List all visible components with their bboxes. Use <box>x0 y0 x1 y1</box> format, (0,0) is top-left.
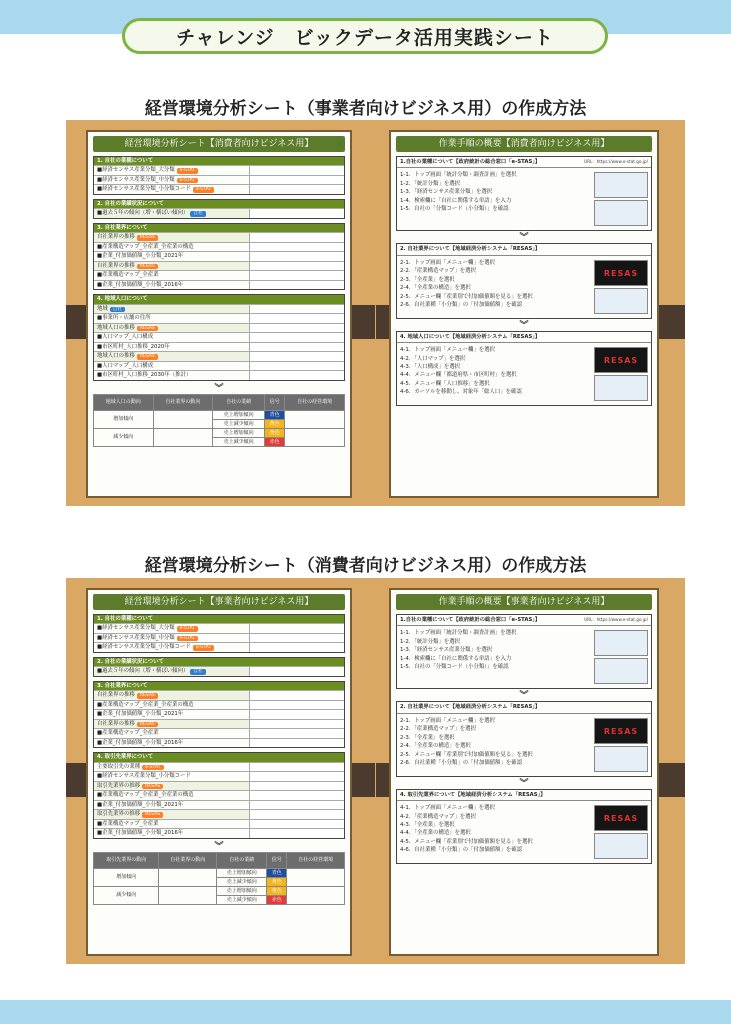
sheet-box <box>93 681 345 748</box>
step-item: 1-1．トップ画面「統計分類・調査計画」を選択 <box>400 172 517 179</box>
matrix-header: 自社業界の動向 <box>159 852 217 868</box>
sheet-row <box>94 800 344 809</box>
matrix-header: 信号 <box>267 852 287 868</box>
source-tag: RESAS <box>137 354 158 360</box>
step-title: 4. 地域人口について【地域経済分析システム「RESAS」】 <box>397 332 651 343</box>
row-label: ■企業_付加価値額_小分類_2021年 <box>97 801 184 808</box>
matrix-sub: 売上増加傾向 <box>213 428 265 437</box>
sheet-row <box>94 280 344 289</box>
sheet-row <box>94 370 344 379</box>
sheet-row <box>94 242 344 251</box>
sheet-row <box>94 304 344 314</box>
row-label: ■産業構造マップ_全産業 <box>97 820 159 827</box>
step-item: 1-2．「統計分類」を選択 <box>400 638 461 645</box>
entry-cell <box>250 362 344 370</box>
sheet-box <box>93 156 345 195</box>
row-label: ■経済センサス産業分類_中分類 <box>97 176 175 183</box>
step-item: 4-3．「全産業」を選択 <box>400 822 455 828</box>
source-tag: RESAS <box>137 235 158 241</box>
row-label: ■企業_付加価値額_小分類_2021年 <box>97 253 184 260</box>
entry-cell <box>250 782 344 791</box>
url-note: URL：https://www.e-stat.go.jp/ <box>584 617 648 622</box>
row-label: ■経済センサス産業分類_中分類 <box>97 634 175 641</box>
sheet-row <box>94 771 344 780</box>
row-label: 地域人口の推移 <box>97 353 135 360</box>
entry-cell <box>250 624 344 633</box>
sheet-header: 作業手順の概要【事業者向けビジネス用】 <box>396 594 652 610</box>
step-title: 4. 取引先業界について【地域経済分析システム「RESAS」】 <box>397 790 651 801</box>
entry-cell <box>250 701 344 709</box>
entry-cell <box>250 185 344 194</box>
row-label: ■過去５年の傾向（増・横ばい傾向） <box>97 668 189 675</box>
entry-cell <box>250 739 344 747</box>
step-title: 1.自社の業種について【政府統計の総合窓口「e-STAS」】 <box>397 615 651 626</box>
sheet-row <box>94 666 344 676</box>
step-box <box>396 701 652 776</box>
step-item: 2-3．「全産業」を選択 <box>400 734 455 741</box>
sheet-row <box>94 261 344 271</box>
matrix-sub: 売上減少傾向 <box>213 437 265 446</box>
analysis-sheet <box>86 588 352 956</box>
bottom-band <box>0 1000 731 1024</box>
sheet-row <box>94 251 344 260</box>
source-tag: e-STAT <box>193 187 214 193</box>
row-label: 主要取引先の業種 <box>97 763 141 770</box>
chevron-down-icon: ︾ <box>214 383 224 394</box>
sheet-row <box>94 332 344 341</box>
entry-cell <box>250 772 344 780</box>
row-label: ■経済センサス産業分類_大分類 <box>97 167 175 174</box>
screenshot-thumbnail <box>594 746 648 772</box>
signal-matrix <box>93 394 345 447</box>
step-item: 1-4．検索欄に「自社に関係する単語」を入力 <box>400 197 512 204</box>
entry-cell <box>250 763 344 772</box>
matrix-trend: 減少傾向 <box>94 428 154 446</box>
source-tag: RESAS <box>137 693 158 699</box>
sheet-row <box>94 809 344 819</box>
sheet-row <box>94 728 344 737</box>
resas-screenshot: RESAS <box>594 805 648 831</box>
step-item: 2-4．「全産業の構造」を選択 <box>400 743 471 750</box>
sheet-row <box>94 642 344 652</box>
row-label: ■事業所・店舗の住所 <box>97 315 151 322</box>
signal-cell: 黄色 <box>267 886 287 895</box>
source-tag: RESAS <box>137 722 158 728</box>
matrix-sub: 売上減少傾向 <box>217 895 267 904</box>
chevron-down-icon: ︾ <box>519 691 529 702</box>
sheet-row <box>94 165 344 175</box>
step-item: 2-4．「全産業の構造」を選択 <box>400 285 471 292</box>
entry-cell <box>250 333 344 341</box>
entry-cell <box>250 281 344 289</box>
step-item: 2-6．自社業種「小分類」の「付加価値額」を確認 <box>400 760 523 767</box>
source-tag: e-STAT <box>177 168 198 174</box>
entry-cell <box>250 252 344 260</box>
step-item: 2-5．メニュー欄「産業別で付加価値額を見る」を選択 <box>400 293 533 300</box>
entry-cell <box>250 829 344 837</box>
entry-cell <box>250 209 344 218</box>
page-title: チャレンジ ビックデータ活用実践シート <box>122 18 608 54</box>
step-title: 2. 自社業界について【地域経済分析システム「RESAS」】 <box>397 244 651 255</box>
sheet-row <box>94 828 344 837</box>
sheet-row <box>94 738 344 747</box>
step-box <box>396 331 652 406</box>
sheet-row <box>94 342 344 351</box>
row-label: 自社業界の推移 <box>97 692 135 699</box>
source-tag: RESAS <box>142 784 163 790</box>
section-title: 経営環境分析シート（消費者向けビジネス用）の作成方法 <box>144 556 587 576</box>
step-item: 4-6．カーソルを移動し、対象年「総人口」を確認 <box>400 389 522 396</box>
entry-cell <box>250 634 344 643</box>
step-item: 4-2．「人口マップ」を選択 <box>400 355 466 362</box>
step-item: 1-1．トップ画面「統計分類・調査計画」を選択 <box>400 630 517 637</box>
step-item: 2-5．メニュー欄「産業別で付加価値額を見る」を選択 <box>400 751 533 758</box>
entry-cell <box>250 820 344 828</box>
screenshot-thumbnail <box>594 172 648 198</box>
source-tag: e-STAT <box>193 645 214 651</box>
entry-cell <box>250 667 344 676</box>
entry-cell <box>250 720 344 729</box>
row-label: 地域人口の推移 <box>97 324 135 331</box>
sheet-row <box>94 313 344 322</box>
row-label: ■人口マップ_人口構成 <box>97 362 154 369</box>
step-item: 1-4．検索欄に「自社に関係する単語」を入力 <box>400 655 512 662</box>
entry-cell <box>250 710 344 718</box>
source-tag: e-STAT <box>177 636 198 642</box>
entry-cell <box>250 324 344 333</box>
chevron-down-icon: ︾ <box>519 233 529 244</box>
box-title: 3. 自社業界について <box>94 682 344 690</box>
step-item: 1-3．「経済センサス産業分類」を選択 <box>400 189 493 196</box>
procedure-sheet <box>389 130 659 498</box>
entry-cell <box>250 314 344 322</box>
screenshot-thumbnail <box>594 833 648 859</box>
sheet-row <box>94 633 344 643</box>
sheet-row <box>94 623 344 633</box>
entry-cell <box>250 791 344 799</box>
step-item: 1-5．自社の「分類コード（小分類）」を確認 <box>400 206 509 213</box>
screenshot-thumbnail <box>594 200 648 226</box>
row-label: ■経済センサス産業分類_小分類コード <box>97 773 191 780</box>
box-title: 2. 自社の業績状況について <box>94 658 344 666</box>
source-tag: RESAS <box>137 264 158 270</box>
step-item: 4-4．「全産業の構造」を選択 <box>400 830 471 837</box>
step-item: 1-3．「経済センサス産業分類」を選択 <box>400 647 493 654</box>
sheet-row <box>94 790 344 799</box>
resas-screenshot: RESAS <box>594 347 648 373</box>
section-board <box>66 120 685 506</box>
sheet-row <box>94 270 344 279</box>
signal-cell: 赤色 <box>267 895 287 904</box>
row-label: ■企業_付加価値額_小分類_2021年 <box>97 711 184 718</box>
resas-screenshot: RESAS <box>594 718 648 744</box>
matrix-header: 自社の経営環境 <box>287 852 345 868</box>
binder-clip <box>659 763 685 797</box>
entry-cell <box>250 810 344 819</box>
step-item: 2-1．トップ画面「メニュー欄」を選択 <box>400 717 495 724</box>
source-tag: RESAS <box>137 326 158 332</box>
binder-clip <box>349 305 375 339</box>
sheet-box <box>93 752 345 838</box>
step-item: 2-2．「産業構造マップ」を選択 <box>400 268 476 275</box>
row-label: 取引先業界の推移 <box>97 782 141 789</box>
entry-cell <box>250 166 344 175</box>
resas-screenshot: RESAS <box>594 260 648 286</box>
row-label: ■経済センサス産業分類_小分類コード <box>97 644 191 651</box>
row-label: ■経済センサス産業分類_小分類コード <box>97 186 191 193</box>
row-label: ■企業_付加価値額_小分類_2016年 <box>97 739 184 746</box>
matrix-trend: 増加傾向 <box>94 410 154 428</box>
sheet-row <box>94 184 344 194</box>
step-title: 2. 自社業界について【地域経済分析システム「RESAS」】 <box>397 702 651 713</box>
binder-clip <box>659 305 685 339</box>
source-tag: 自社 <box>190 211 205 217</box>
step-item: 4-1．トップ画面「メニュー欄」を選択 <box>400 347 495 354</box>
step-item: 2-6．自社業種「小分類」の「付加価値額」を確認 <box>400 302 523 309</box>
sheet-row <box>94 351 344 361</box>
row-label: ■産業構造マップ_全産業_全産業の構造 <box>97 792 194 799</box>
step-box <box>396 614 652 689</box>
matrix-header: 信号 <box>264 394 284 410</box>
matrix-sub: 売上減少傾向 <box>213 419 265 428</box>
section-board <box>66 578 685 964</box>
matrix-trend: 増加傾向 <box>94 868 159 886</box>
signal-cell: 青色 <box>267 868 287 877</box>
step-item: 1-2．「統計分類」を選択 <box>400 180 461 187</box>
box-title: 1. 自社の業種について <box>94 157 344 165</box>
sheet-box <box>93 614 345 653</box>
sheet-header: 経営環境分析シート【事業者向けビジネス用】 <box>93 594 345 610</box>
sheet-box <box>93 199 345 219</box>
step-item: 2-1．トップ画面「メニュー欄」を選択 <box>400 259 495 266</box>
sheet-row <box>94 175 344 185</box>
source-tag: e-STAT <box>177 626 198 632</box>
signal-cell: 黄色 <box>264 428 284 437</box>
screenshot-thumbnail <box>594 375 648 401</box>
screenshot-thumbnail <box>594 658 648 684</box>
row-label: 地域 <box>97 305 108 312</box>
matrix-sub: 売上増加傾向 <box>217 886 267 895</box>
entry-cell <box>250 271 344 279</box>
step-item: 4-3．「人口構成」を選択 <box>400 364 461 370</box>
sheet-row <box>94 762 344 772</box>
signal-cell: 赤色 <box>264 437 284 446</box>
row-label: ■市区町村_人口推移_2030年（推計） <box>97 372 192 379</box>
source-tag: 自社 <box>190 669 205 675</box>
box-title: 2. 自社の業績状況について <box>94 200 344 208</box>
step-item: 1-5．自社の「分類コード（小分類）」を確認 <box>400 664 509 671</box>
screenshot-thumbnail <box>594 288 648 314</box>
row-label: ■産業構造マップ_全産業 <box>97 272 159 279</box>
source-tag: e-STAT <box>177 178 198 184</box>
matrix-header: 自社業界の動向 <box>153 394 213 410</box>
sheet-row <box>94 709 344 718</box>
step-item: 4-5．メニュー欄「人口推移」を選択 <box>400 380 490 387</box>
step-box <box>396 156 652 231</box>
row-label: ■企業_付加価値額_小分類_2016年 <box>97 830 184 837</box>
chevron-down-icon: ︾ <box>519 778 529 789</box>
step-item: 2-3．「全産業」を選択 <box>400 276 455 283</box>
entry-cell <box>250 262 344 271</box>
entry-cell <box>250 801 344 809</box>
sheet-header: 作業手順の概要【消費者向けビジネス用】 <box>396 136 652 152</box>
sheet-row <box>94 208 344 218</box>
entry-cell <box>250 643 344 652</box>
signal-cell: 黄色 <box>264 419 284 428</box>
signal-matrix <box>93 852 345 905</box>
row-label: 自社業界の推移 <box>97 720 135 727</box>
sheet-box <box>93 657 345 677</box>
signal-cell: 黄色 <box>267 877 287 886</box>
box-title: 4. 地域人口について <box>94 295 344 303</box>
entry-cell <box>250 371 344 379</box>
binder-clip <box>349 763 375 797</box>
analysis-sheet <box>86 130 352 498</box>
entry-cell <box>250 343 344 351</box>
row-label: 取引先業界の推移 <box>97 811 141 818</box>
screenshot-thumbnail <box>594 630 648 656</box>
step-item: 4-4．メニュー欄「都道府県・市区町村」を選択 <box>400 372 517 379</box>
matrix-sub: 売上減少傾向 <box>217 877 267 886</box>
row-label: ■過去５年の傾向（増・横ばい傾向） <box>97 210 189 217</box>
signal-cell: 青色 <box>264 410 284 419</box>
sheet-row <box>94 700 344 709</box>
entry-cell <box>250 691 344 700</box>
row-label: ■市区町村_人口推移_2020年 <box>97 343 170 350</box>
matrix-header: 自社の経営環境 <box>285 394 345 410</box>
source-tag: 自社 <box>110 307 125 313</box>
sheet-row <box>94 232 344 242</box>
row-label: ■経済センサス産業分類_大分類 <box>97 625 175 632</box>
entry-cell <box>250 176 344 185</box>
box-title: 1. 自社の業種について <box>94 615 344 623</box>
source-tag: e-STAT <box>142 765 163 771</box>
row-label: ■人口マップ_人口構成 <box>97 334 154 341</box>
row-label: ■企業_付加価値額_小分類_2016年 <box>97 281 184 288</box>
matrix-trend: 減少傾向 <box>94 886 159 904</box>
url-note: URL：https://www.e-stat.go.jp/ <box>584 159 648 164</box>
step-item: 4-6．自社業種「小分類」の「付加価値額」を確認 <box>400 847 523 854</box>
chevron-down-icon: ︾ <box>519 320 529 331</box>
sheet-row <box>94 719 344 729</box>
sheet-row <box>94 781 344 791</box>
row-label: ■産業構造マップ_全産業 <box>97 730 159 737</box>
matrix-header: 自社の業績 <box>213 394 265 410</box>
matrix-header: 取引先業界の動向 <box>94 852 159 868</box>
step-item: 4-2．「産業構造マップ」を選択 <box>400 813 476 820</box>
sheet-box <box>93 223 345 290</box>
step-title: 1.自社の業種について【政府統計の総合窓口「e-STAS」】 <box>397 157 651 168</box>
entry-cell <box>250 243 344 251</box>
step-item: 2-2．「産業構造マップ」を選択 <box>400 726 476 733</box>
source-tag: RESAS <box>142 812 163 818</box>
step-box <box>396 789 652 864</box>
procedure-sheet <box>389 588 659 956</box>
step-item: 4-5．メニュー欄「産業別で付加価値額を見る」を選択 <box>400 838 533 845</box>
matrix-header: 自社の業績 <box>217 852 267 868</box>
matrix-sub: 売上増加傾向 <box>217 868 267 877</box>
row-label: 自社業界の推移 <box>97 262 135 269</box>
sheet-header: 経営環境分析シート【消費者向けビジネス用】 <box>93 136 345 152</box>
matrix-sub: 売上増加傾向 <box>213 410 265 419</box>
box-title: 4. 取引先業界について <box>94 753 344 761</box>
matrix-header: 地域人口の動向 <box>94 394 154 410</box>
row-label: ■産業構造マップ_全産業_全産業の構造 <box>97 701 194 708</box>
section-title: 経営環境分析シート（事業者向けビジネス用）の作成方法 <box>144 99 587 119</box>
sheet-box <box>93 294 345 380</box>
step-box <box>396 243 652 318</box>
box-title: 3. 自社業界について <box>94 224 344 232</box>
step-item: 4-1．トップ画面「メニュー欄」を選択 <box>400 805 495 812</box>
row-label: 自社業界の推移 <box>97 234 135 241</box>
entry-cell <box>250 729 344 737</box>
entry-cell <box>250 233 344 242</box>
entry-cell <box>250 305 344 314</box>
sheet-row <box>94 323 344 333</box>
sheet-row <box>94 361 344 370</box>
sheet-row <box>94 690 344 700</box>
chevron-down-icon: ︾ <box>214 841 224 852</box>
row-label: ■産業構造マップ_全産業_全産業の構造 <box>97 243 194 250</box>
entry-cell <box>250 352 344 361</box>
sheet-row <box>94 819 344 828</box>
